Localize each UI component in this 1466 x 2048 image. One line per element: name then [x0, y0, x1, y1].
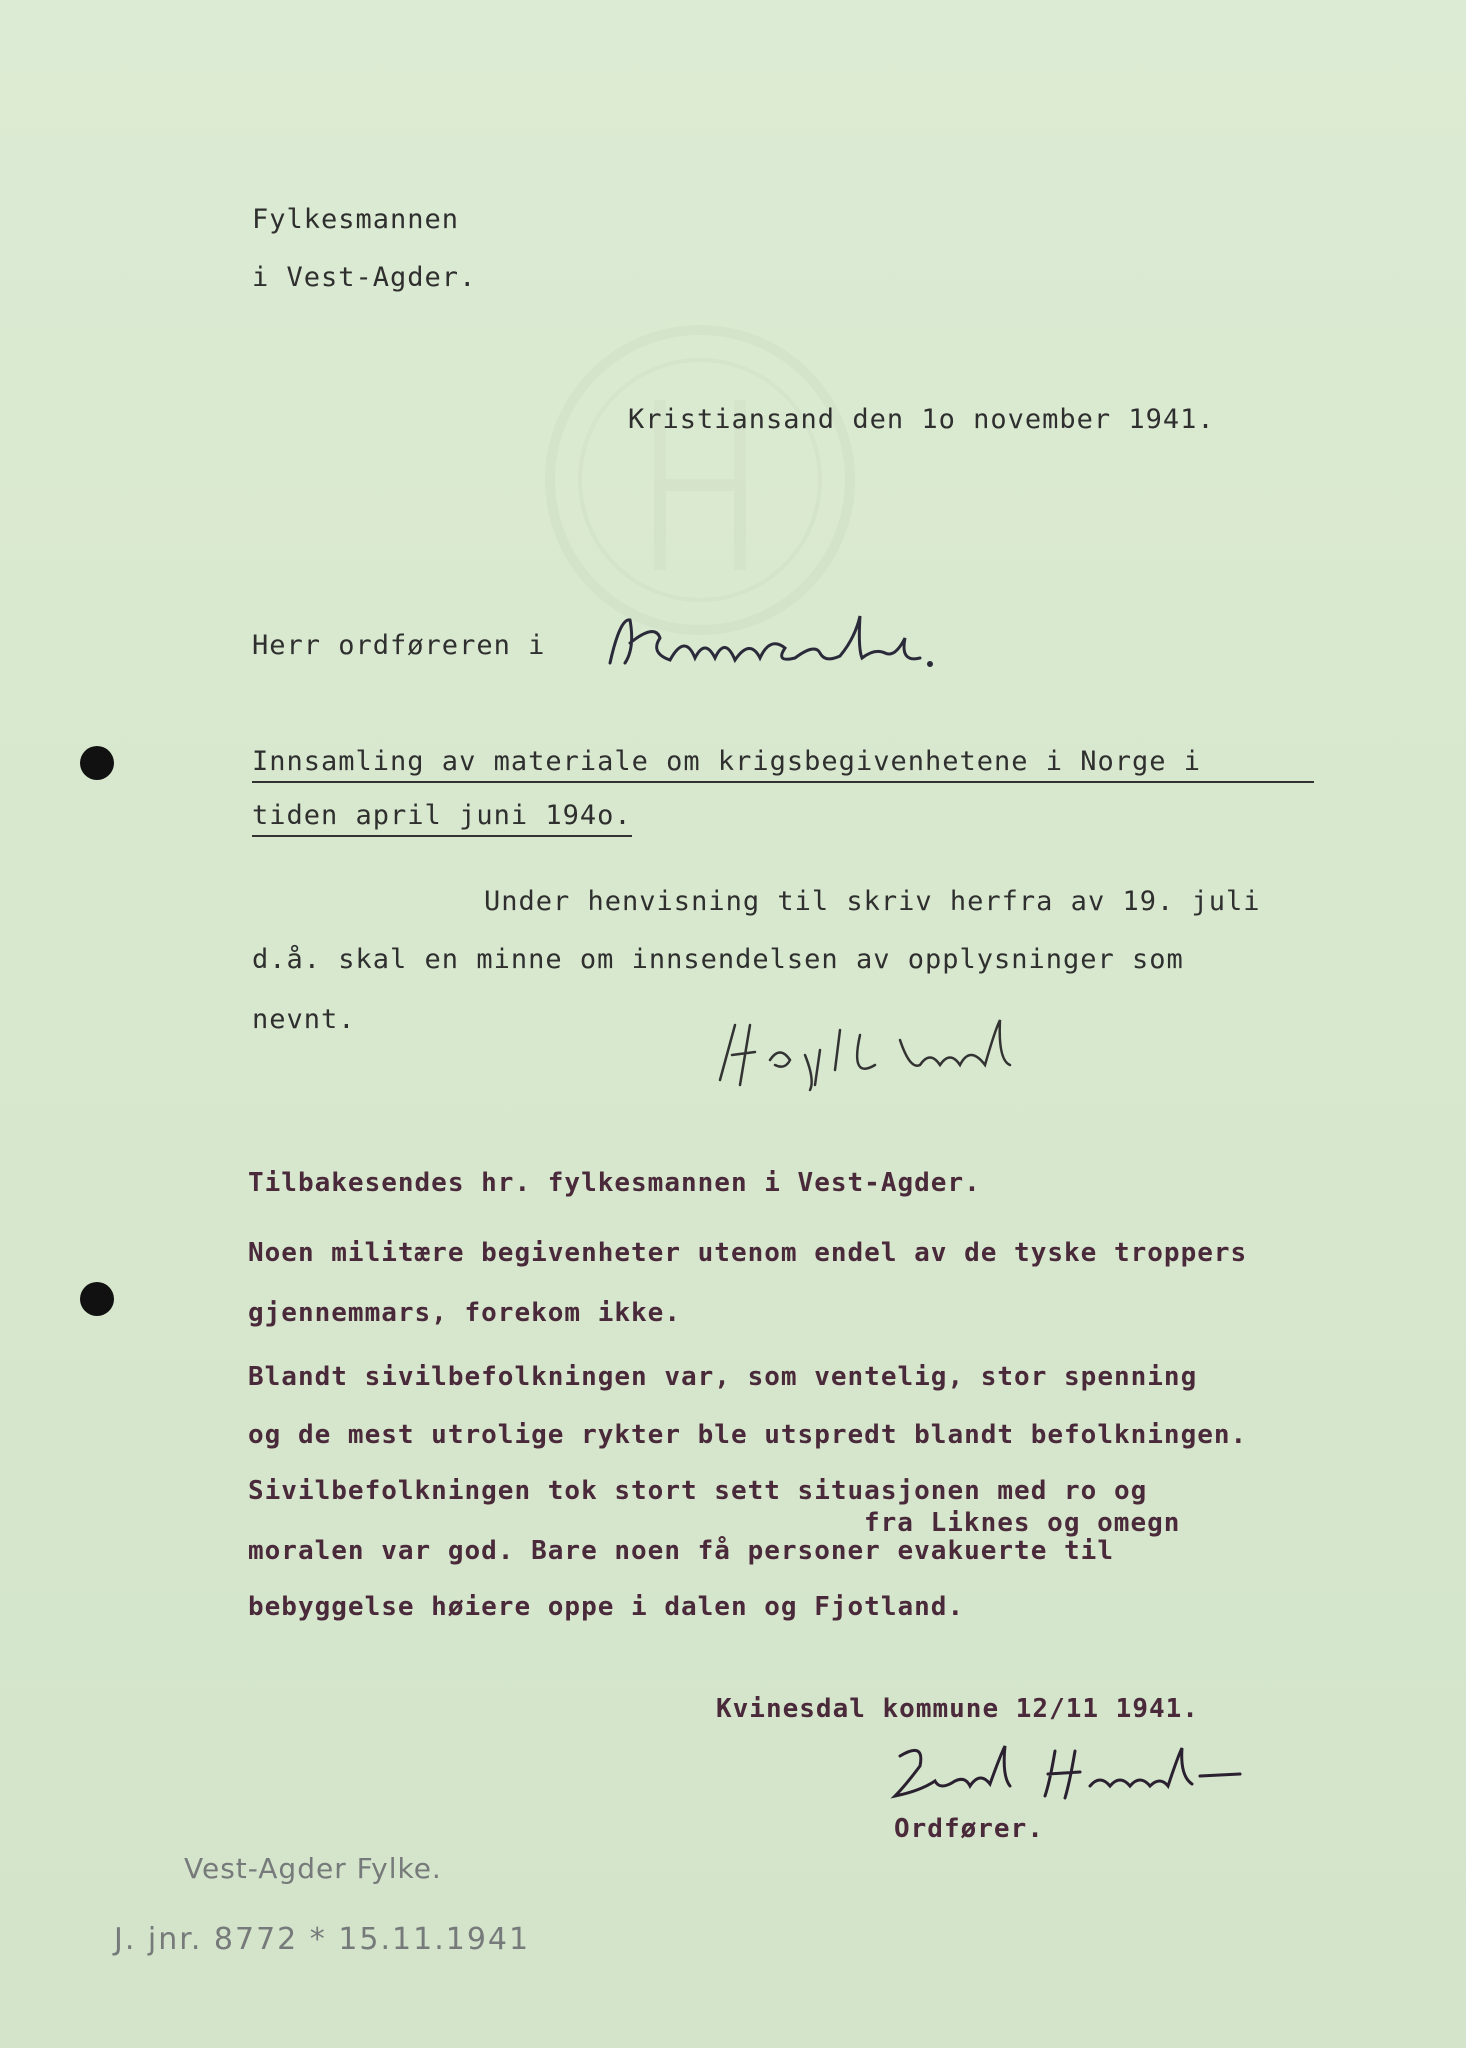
reply-line-2: Noen militære begivenheter utenom endel av de tyske troppers: [248, 1238, 1248, 1268]
reply-line-3: gjennemmars, forekom ikke.: [248, 1298, 681, 1328]
reply-sign-title: Ordfører.: [894, 1814, 1044, 1844]
subject-line-2: tiden april juni 194o.: [252, 800, 632, 837]
body-line-2: d.å. skal en minne om innsendelsen av opplysninger som: [252, 944, 1184, 975]
punch-hole-bottom: [80, 1282, 114, 1316]
place-date: Kristiansand den 1o november 1941.: [628, 404, 1215, 435]
body-line-1: Under henvisning til skriv herfra av 19. juli: [484, 886, 1261, 917]
reply-line-4: Blandt sivilbefolkningen var, som ventelig, stor spenning: [248, 1362, 1198, 1392]
reply-line-6: Sivilbefolkningen tok stort sett situasjonen med ro og: [248, 1476, 1148, 1506]
addressee-line-1: Fylkesmannen: [252, 204, 460, 235]
addressee-line-2: i Vest-Agder.: [252, 262, 477, 293]
reply-place-date: Kvinesdal kommune 12/11 1941.: [716, 1694, 1199, 1724]
punch-hole-top: [80, 746, 114, 780]
subject-line-1: Innsamling av materiale om krigsbegivenhetene i Norge i: [252, 746, 1314, 783]
handwritten-recipient: [600, 608, 940, 678]
reply-line-7-insert: fra Liknes og omegn: [864, 1508, 1181, 1538]
salutation-prefix: Herr ordføreren i: [252, 630, 546, 661]
handwritten-signature-sender: [700, 1010, 1100, 1100]
body-line-3: nevnt.: [252, 1004, 356, 1035]
reply-line-7: moralen var god. Bare noen få personer evakuerte til: [248, 1536, 1114, 1566]
stamp-line-1: Vest-Agder Fylke.: [184, 1852, 442, 1885]
handwritten-signature-mayor: [880, 1736, 1260, 1816]
reply-line-8: bebyggelse høiere oppe i dalen og Fjotland.: [248, 1592, 965, 1622]
reply-line-5: og de mest utrolige rykter ble utspredt blandt befolkningen.: [248, 1420, 1248, 1450]
stamp-line-2: J. jnr. 8772 * 15.11.1941: [114, 1922, 531, 1957]
reply-line-1: Tilbakesendes hr. fylkesmannen i Vest-Agder.: [248, 1168, 981, 1198]
